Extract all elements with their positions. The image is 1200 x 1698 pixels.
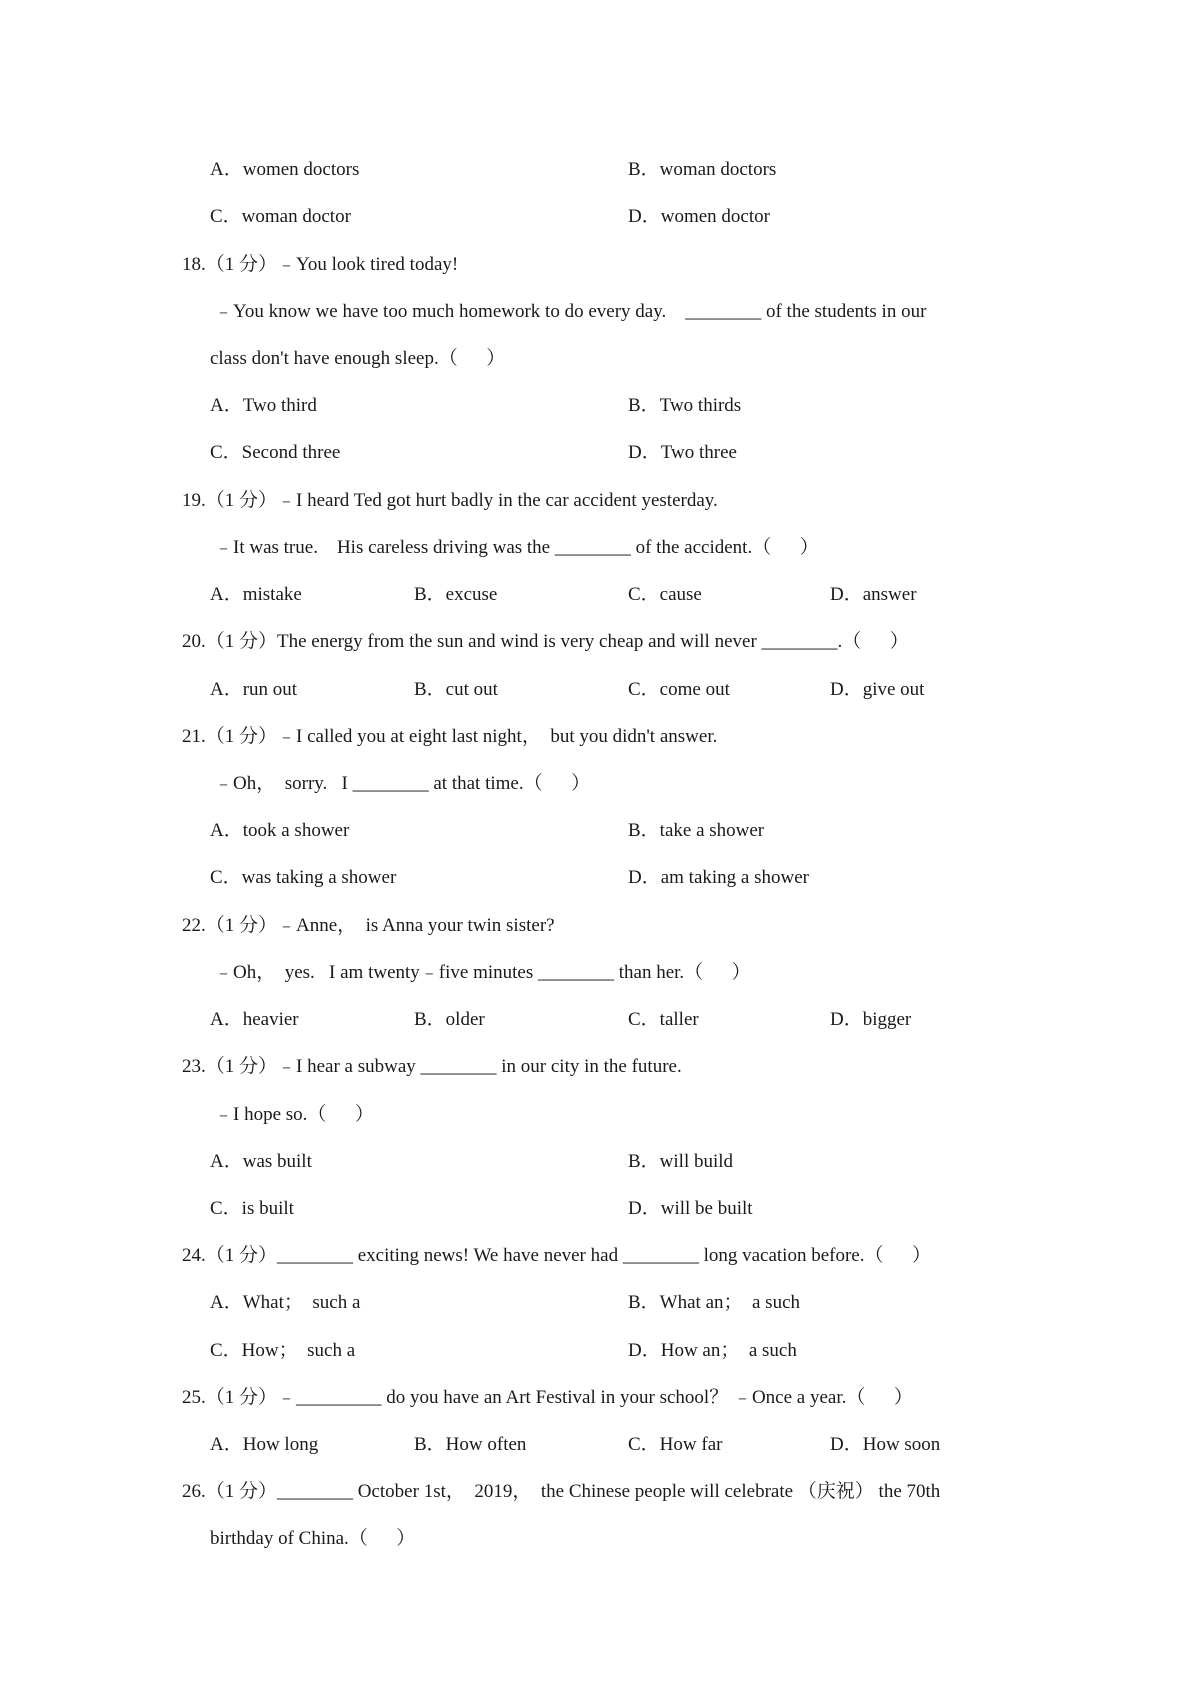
option-18-d: D．Two three [628,442,737,463]
option-24-a: A．What； such a [210,1292,361,1313]
option-18-b: B．Two thirds [628,395,742,416]
question-20-stem: 20.（1 分）The energy from the sun and wind is very cheap and will never ________.（ ） [182,631,909,652]
question-22-stem: 22.（1 分）﹣Anne， is Anna your twin sister? [182,915,555,936]
question-23-stem: 23.（1 分）﹣I hear a subway ________ in our city in the future. [182,1056,682,1077]
question-19-line-2: ﹣It was true. His careless driving was the ________ of the accident.（ ） [214,537,819,558]
option-20-a: A．run out [210,679,298,700]
question-26-stem: 26.（1 分）________ October 1st， 2019， the Chinese people will celebrate （庆祝） the 70th [182,1481,941,1502]
option-25-d: D．How soon [830,1434,941,1455]
option-22-c: C．taller [628,1009,699,1030]
question-21-line-2: ﹣Oh， sorry. I ________ at that time.（ ） [214,773,591,794]
option-24-d: D．How an； a such [628,1340,797,1361]
option-23-b: B．will build [628,1151,734,1172]
option-20-d: D．give out [830,679,925,700]
option-21-c: C．was taking a shower [210,867,397,888]
question-18-line-2: ﹣You know we have too much homework to do every day. ________ of the students in our [214,301,927,322]
option-23-a: A．was built [210,1151,312,1172]
option-19-d: D．answer [830,584,917,605]
question-18-stem: 18.（1 分）﹣You look tired today! [182,254,459,275]
option-24-b: B．What an； a such [628,1292,801,1313]
option-21-b: B．take a shower [628,820,765,841]
option-19-c: C．cause [628,584,702,605]
question-25-stem: 25.（1 分）﹣_________ do you have an Art Festival in your school？ ﹣Once a year.（ ） [182,1387,913,1408]
option-18-c: C．Second three [210,442,341,463]
question-21-stem: 21.（1 分）﹣I called you at eight last night， but you didn't answer. [182,726,718,747]
option-19-b: B．excuse [414,584,498,605]
option-17-d: D．women doctor [628,206,770,227]
option-25-a: A．How long [210,1434,319,1455]
option-17-a: A．women doctors [210,159,360,180]
option-19-a: A．mistake [210,584,302,605]
question-23-line-2: ﹣I hope so.（ ） [214,1104,374,1125]
question-22-line-2: ﹣Oh， yes. I am twenty﹣five minutes ________ than her.（ ） [214,962,751,983]
option-25-b: B．How often [414,1434,527,1455]
option-22-d: D．bigger [830,1009,912,1030]
option-22-a: A．heavier [210,1009,299,1030]
question-18-line-3: class don't have enough sleep.（ ） [210,348,506,369]
option-23-d: D．will be built [628,1198,753,1219]
option-22-b: B．older [414,1009,485,1030]
question-26-line-2: birthday of China.（ ） [210,1528,416,1549]
option-21-d: D．am taking a shower [628,867,809,888]
option-17-b: B．woman doctors [628,159,777,180]
option-25-c: C．How far [628,1434,723,1455]
option-20-b: B．cut out [414,679,498,700]
question-24-stem: 24.（1 分）________ exciting news! We have never had ________ long vacation before.（ ） [182,1245,931,1266]
option-21-a: A．took a shower [210,820,350,841]
option-24-c: C．How； such a [210,1340,356,1361]
option-17-c: C．woman doctor [210,206,351,227]
option-18-a: A．Two third [210,395,317,416]
question-19-stem: 19.（1 分）﹣I heard Ted got hurt badly in the car accident yesterday. [182,490,718,511]
option-23-c: C．is built [210,1198,294,1219]
option-20-c: C．come out [628,679,730,700]
